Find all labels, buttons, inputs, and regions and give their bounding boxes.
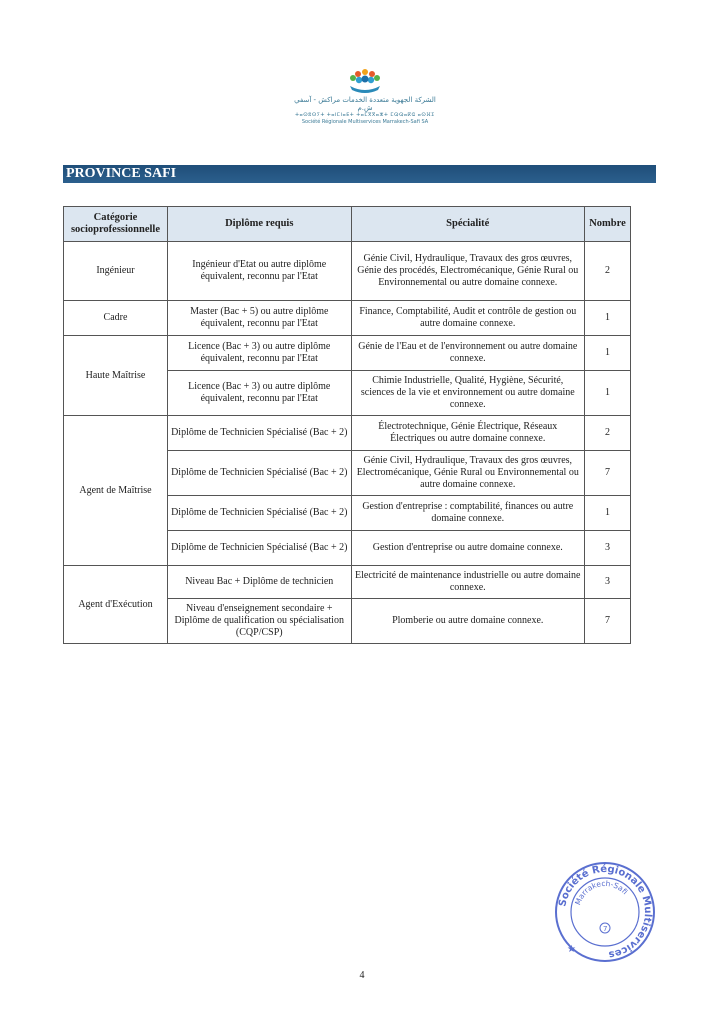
positions-table (63, 206, 631, 644)
svg-text:★: ★ (567, 944, 576, 955)
diploma-cell: Licence (Bac + 3) ou autre diplôme équivalent, reconnu par l'Etat (167, 336, 351, 371)
stamp-inner-text: Marrakech-Safi (573, 878, 630, 907)
diploma-cell: Licence (Bac + 3) ou autre diplôme équivalent, reconnu par l'Etat (167, 371, 351, 416)
diploma-cell: Diplôme de Technicien Spécialisé (Bac + 2) (167, 451, 351, 496)
company-logo (290, 64, 440, 134)
speciality-cell: Chimie Industrielle, Qualité, Hygiène, Sécurité, sciences de la vie et environnement ou autre domaine connexe. (351, 371, 584, 416)
diploma-cell: Niveau Bac + Diplôme de technicien (167, 566, 351, 599)
lotus-logo-icon (345, 64, 385, 94)
speciality-cell: Génie Civil, Hydraulique, Travaux des gros œuvres, Génie des procédés, Electromécanique, Génie Rural ou Environnemental ou autre domaine connexe. (351, 242, 584, 301)
speciality-cell: Plomberie ou autre domaine connexe. (351, 599, 584, 644)
header-category: Catégorie socioprofessionnelle (64, 207, 168, 242)
category-cell: Ingénieur (64, 242, 168, 301)
speciality-cell: Gestion d'entreprise : comptabilité, finances ou autre domaine connexe. (351, 496, 584, 531)
table-row (64, 416, 631, 451)
count-cell: 1 (584, 371, 630, 416)
speciality-cell: Electricité de maintenance industrielle ou autre domaine connexe. (351, 566, 584, 599)
count-cell: 2 (584, 416, 630, 451)
svg-text:7: 7 (603, 925, 608, 933)
speciality-cell: Génie de l'Eau et de l'environnement ou autre domaine connexe. (351, 336, 584, 371)
page-number: 4 (359, 970, 365, 981)
category-cell: Cadre (64, 301, 168, 336)
diploma-cell: Diplôme de Technicien Spécialisé (Bac + 2) (167, 496, 351, 531)
speciality-cell: Gestion d'entreprise ou autre domaine connexe. (351, 531, 584, 566)
table-row (64, 336, 631, 371)
table-header-row (64, 207, 631, 242)
diploma-cell: Diplôme de Technicien Spécialisé (Bac + 2) (167, 416, 351, 451)
diploma-cell: Master (Bac + 5) ou autre diplôme équivalent, reconnu par l'Etat (167, 301, 351, 336)
header-speciality: Spécialité (351, 207, 584, 242)
table-row (64, 301, 631, 336)
section-title: PROVINCE SAFI (63, 165, 656, 183)
header-count: Nombre (584, 207, 630, 242)
diploma-cell: Niveau d'enseignement secondaire + Diplôme de qualification ou spécialisation (CQP/CSP) (167, 599, 351, 644)
diploma-cell: Ingénieur d'Etat ou autre diplôme équivalent, reconnu par l'Etat (167, 242, 351, 301)
table-row (64, 242, 631, 301)
table-row (64, 566, 631, 599)
header-diploma: Diplôme requis (167, 207, 351, 242)
logo-french-text: Société Régionale Multiservices Marrakech-Safi SA (301, 119, 429, 125)
count-cell: 7 (584, 451, 630, 496)
company-stamp (553, 860, 657, 964)
speciality-cell: Finance, Comptabilité, Audit et contrôle de gestion ou autre domaine connexe. (351, 301, 584, 336)
category-cell: Agent de Maîtrise (64, 416, 168, 566)
speciality-cell: Génie Civil, Hydraulique, Travaux des gros œuvres, Electromécanique, Génie Rural ou Environnemental ou autre domaine connexe. (351, 451, 584, 496)
count-cell: 3 (584, 566, 630, 599)
count-cell: 1 (584, 336, 630, 371)
speciality-cell: Électrotechnique, Génie Électrique, Réseaux Électriques ou autre domaine connexe. (351, 416, 584, 451)
diploma-cell: Diplôme de Technicien Spécialisé (Bac + 2) (167, 531, 351, 566)
count-cell: 2 (584, 242, 630, 301)
logo-tifinagh-text: ⵜⴰⵙⵓⵙⵢⵜ ⵜⴰⵏⵎⵏⴰⴹⵜ ⵜⴰⵎⴳⴳⴰⵣⵜ ⵎⵕⵕⴰⴽⵛ ⴰⵙⴼⵉ (295, 112, 435, 118)
count-cell: 7 (584, 599, 630, 644)
stamp-outer-text: Société Régionale Multiservices (557, 863, 654, 960)
count-cell: 3 (584, 531, 630, 566)
count-cell: 1 (584, 496, 630, 531)
stamp-seal-icon (553, 860, 657, 964)
category-cell: Agent d'Exécution (64, 566, 168, 644)
count-cell: 1 (584, 301, 630, 336)
category-cell: Haute Maîtrise (64, 336, 168, 416)
logo-arabic-text: الشركة الجهوية متعددة الخدمات مراكش - آسفي ش.م (294, 96, 436, 112)
